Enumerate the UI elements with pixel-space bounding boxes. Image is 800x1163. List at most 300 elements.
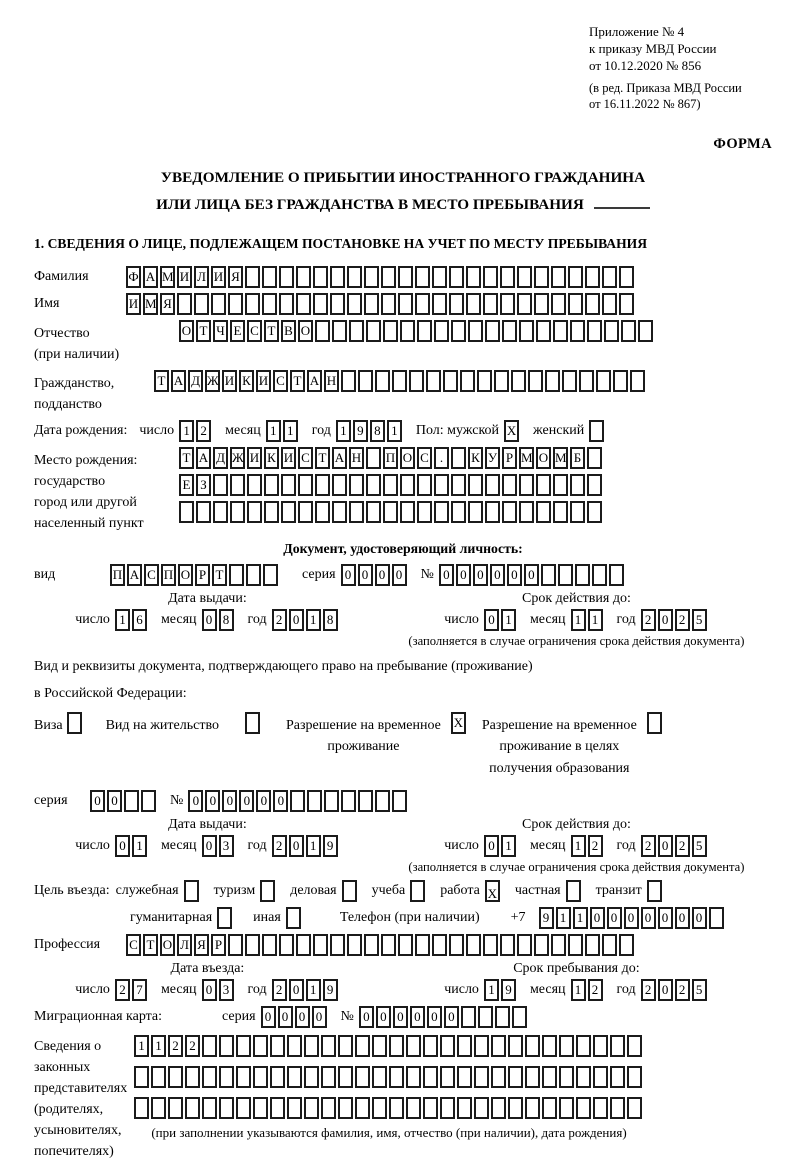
char-box[interactable]: 3 [219,835,234,857]
char-box[interactable] [440,1066,455,1088]
char-box[interactable] [559,1097,574,1119]
char-box[interactable] [347,293,362,315]
char-box[interactable]: 0 [115,835,130,857]
char-box[interactable] [296,266,311,288]
char-box[interactable] [245,934,260,956]
char-box[interactable] [304,1066,319,1088]
char-box[interactable]: П [161,564,176,586]
char-box[interactable] [406,1035,421,1057]
char-box[interactable]: 1 [115,609,130,631]
char-box[interactable] [517,934,532,956]
char-box[interactable]: 1 [588,609,603,631]
char-box[interactable]: И [256,370,271,392]
char-box[interactable]: 8 [323,609,338,631]
char-box[interactable] [324,790,339,812]
char-box[interactable]: 2 [641,835,656,857]
char-box[interactable] [593,1035,608,1057]
char-box[interactable] [372,1035,387,1057]
char-box[interactable]: 2 [641,609,656,631]
char-box[interactable] [508,1066,523,1088]
char-box[interactable]: Н [349,447,364,469]
char-box[interactable] [551,934,566,956]
char-box[interactable]: 0 [473,564,488,586]
char-box[interactable] [281,501,296,523]
char-box[interactable] [495,1006,510,1028]
char-box[interactable] [389,1097,404,1119]
char-box[interactable] [461,1006,476,1028]
char-box[interactable]: 1 [266,420,281,442]
char-box[interactable] [134,1097,149,1119]
char-box[interactable]: 9 [323,979,338,1001]
char-box[interactable] [219,1066,234,1088]
char-box[interactable]: Б [570,447,585,469]
char-box[interactable] [341,370,356,392]
char-box[interactable] [589,420,604,442]
char-box[interactable] [262,266,277,288]
char-box[interactable] [417,320,432,342]
char-box[interactable] [246,564,261,586]
char-box[interactable] [474,1035,489,1057]
char-box[interactable]: 0 [658,907,673,929]
char-box[interactable]: М [160,266,175,288]
char-box[interactable] [491,1097,506,1119]
char-box[interactable] [381,293,396,315]
char-box[interactable] [604,320,619,342]
char-box[interactable]: С [273,370,288,392]
char-box[interactable] [392,790,407,812]
char-box[interactable] [321,1066,336,1088]
char-box[interactable]: М [143,293,158,315]
char-box[interactable]: 1 [556,907,571,929]
char-box[interactable]: 2 [168,1035,183,1057]
char-box[interactable]: 0 [188,790,203,812]
char-box[interactable] [457,1066,472,1088]
char-box[interactable] [460,370,475,392]
char-box[interactable] [478,1006,493,1028]
char-box[interactable]: 1 [151,1035,166,1057]
char-box[interactable]: С [417,447,432,469]
char-box[interactable] [423,1066,438,1088]
char-box[interactable]: Р [211,934,226,956]
char-box[interactable]: 2 [588,835,603,857]
char-box[interactable] [313,266,328,288]
char-box[interactable]: Я [194,934,209,956]
char-box[interactable] [202,1035,217,1057]
char-box[interactable] [398,266,413,288]
char-box[interactable] [355,1066,370,1088]
char-box[interactable] [559,1066,574,1088]
char-box[interactable] [355,1097,370,1119]
char-box[interactable]: Т [179,447,194,469]
char-box[interactable] [500,266,515,288]
char-box[interactable] [432,293,447,315]
char-box[interactable] [508,1035,523,1057]
char-box[interactable] [519,501,534,523]
char-box[interactable] [474,1066,489,1088]
char-box[interactable]: 2 [185,1035,200,1057]
char-box[interactable]: Л [177,934,192,956]
char-box[interactable] [194,293,209,315]
char-box[interactable]: 0 [375,564,390,586]
char-box[interactable] [451,447,466,469]
char-box[interactable] [434,320,449,342]
char-box[interactable]: Т [315,447,330,469]
char-box[interactable] [185,1097,200,1119]
char-box[interactable]: О [179,320,194,342]
char-box[interactable] [451,320,466,342]
char-box[interactable] [502,474,517,496]
char-box[interactable] [141,790,156,812]
char-box[interactable] [381,934,396,956]
char-box[interactable] [185,1066,200,1088]
char-box[interactable] [494,370,509,392]
char-box[interactable] [483,266,498,288]
char-box[interactable] [474,1097,489,1119]
char-box[interactable] [290,790,305,812]
char-box[interactable] [341,790,356,812]
char-box[interactable] [263,564,278,586]
char-box[interactable]: 2 [272,609,287,631]
char-box[interactable]: 0 [202,979,217,1001]
char-box[interactable]: 0 [658,979,673,1001]
char-box[interactable]: И [222,370,237,392]
char-box[interactable]: А [307,370,322,392]
char-box[interactable] [575,564,590,586]
char-box[interactable] [440,1097,455,1119]
char-box[interactable] [307,790,322,812]
char-box[interactable] [184,880,199,902]
char-box[interactable] [468,320,483,342]
char-box[interactable] [211,293,226,315]
char-box[interactable] [587,447,602,469]
char-box[interactable]: 0 [524,564,539,586]
char-box[interactable]: Т [143,934,158,956]
char-box[interactable] [236,1097,251,1119]
char-box[interactable]: Н [324,370,339,392]
char-box[interactable] [219,1035,234,1057]
char-box[interactable] [602,266,617,288]
char-box[interactable] [296,293,311,315]
char-box[interactable]: И [281,447,296,469]
char-box[interactable] [247,501,262,523]
char-box[interactable]: 0 [607,907,622,929]
char-box[interactable]: О [298,320,313,342]
char-box[interactable] [217,907,232,929]
char-box[interactable]: И [177,266,192,288]
char-box[interactable] [451,501,466,523]
char-box[interactable] [491,1066,506,1088]
char-box[interactable]: 8 [219,609,234,631]
char-box[interactable]: 1 [387,420,402,442]
char-box[interactable]: А [332,447,347,469]
char-box[interactable] [262,293,277,315]
char-box[interactable] [134,1066,149,1088]
char-box[interactable]: 0 [410,1006,425,1028]
char-box[interactable] [566,880,581,902]
char-box[interactable]: 2 [641,979,656,1001]
char-box[interactable]: Т [290,370,305,392]
char-box[interactable]: 9 [539,907,554,929]
char-box[interactable] [349,501,364,523]
char-box[interactable] [202,1097,217,1119]
char-box[interactable] [338,1097,353,1119]
char-box[interactable]: 0 [444,1006,459,1028]
char-box[interactable] [67,712,82,734]
char-box[interactable] [417,474,432,496]
char-box[interactable] [406,1066,421,1088]
char-box[interactable] [502,501,517,523]
char-box[interactable]: К [468,447,483,469]
char-box[interactable] [270,1066,285,1088]
char-box[interactable] [177,293,192,315]
char-box[interactable]: 0 [393,1006,408,1028]
char-box[interactable] [593,1066,608,1088]
char-box[interactable]: 0 [295,1006,310,1028]
char-box[interactable] [296,934,311,956]
char-box[interactable]: 5 [692,979,707,1001]
char-box[interactable]: 1 [134,1035,149,1057]
char-box[interactable] [168,1097,183,1119]
char-box[interactable] [423,1035,438,1057]
char-box[interactable]: . [434,447,449,469]
char-box[interactable]: О [400,447,415,469]
char-box[interactable] [264,474,279,496]
char-box[interactable] [536,320,551,342]
char-box[interactable]: Д [213,447,228,469]
char-box[interactable]: 1 [501,835,516,857]
char-box[interactable]: 0 [624,907,639,929]
char-box[interactable]: 2 [588,979,603,1001]
char-box[interactable] [610,1035,625,1057]
char-box[interactable] [228,934,243,956]
char-box[interactable]: 0 [484,835,499,857]
char-box[interactable] [262,934,277,956]
char-box[interactable]: 1 [571,609,586,631]
char-box[interactable]: 5 [692,835,707,857]
char-box[interactable]: 0 [261,1006,276,1028]
char-box[interactable] [202,1066,217,1088]
char-box[interactable] [372,1066,387,1088]
char-box[interactable] [338,1035,353,1057]
char-box[interactable]: Т [154,370,169,392]
char-box[interactable] [298,474,313,496]
char-box[interactable]: С [126,934,141,956]
char-box[interactable] [508,1097,523,1119]
char-box[interactable] [236,1066,251,1088]
char-box[interactable] [315,501,330,523]
char-box[interactable] [279,293,294,315]
char-box[interactable]: 2 [675,609,690,631]
char-box[interactable]: 0 [590,907,605,929]
char-box[interactable] [279,934,294,956]
char-box[interactable] [585,293,600,315]
char-box[interactable]: Я [228,266,243,288]
char-box[interactable]: О [178,564,193,586]
char-box[interactable] [270,1035,285,1057]
char-box[interactable]: 0 [289,835,304,857]
char-box[interactable] [410,880,425,902]
char-box[interactable] [245,712,260,734]
char-box[interactable] [585,266,600,288]
char-box[interactable] [610,1097,625,1119]
char-box[interactable] [434,474,449,496]
char-box[interactable] [383,501,398,523]
char-box[interactable] [383,474,398,496]
char-box[interactable] [528,370,543,392]
char-box[interactable] [434,501,449,523]
char-box[interactable]: 5 [692,609,707,631]
char-box[interactable] [151,1097,166,1119]
char-box[interactable] [525,1066,540,1088]
char-box[interactable] [358,790,373,812]
char-box[interactable]: 0 [90,790,105,812]
char-box[interactable] [466,293,481,315]
char-box[interactable] [415,293,430,315]
char-box[interactable] [517,293,532,315]
char-box[interactable]: Р [195,564,210,586]
char-box[interactable] [619,934,634,956]
char-box[interactable] [245,293,260,315]
char-box[interactable] [375,370,390,392]
char-box[interactable]: 6 [132,609,147,631]
char-box[interactable]: 0 [692,907,707,929]
char-box[interactable] [253,1097,268,1119]
char-box[interactable] [553,474,568,496]
char-box[interactable] [542,1066,557,1088]
char-box[interactable] [230,474,245,496]
char-box[interactable]: Е [179,474,194,496]
char-box[interactable]: Я [160,293,175,315]
char-box[interactable] [449,293,464,315]
char-box[interactable] [338,1066,353,1088]
char-box[interactable]: 1 [571,979,586,1001]
char-box[interactable] [536,501,551,523]
char-box[interactable] [417,501,432,523]
char-box[interactable] [647,880,662,902]
char-box[interactable] [364,293,379,315]
char-box[interactable] [534,293,549,315]
char-box[interactable] [332,320,347,342]
char-box[interactable] [124,790,139,812]
char-box[interactable]: 9 [501,979,516,1001]
char-box[interactable] [627,1066,642,1088]
char-box[interactable]: 0 [278,1006,293,1028]
char-box[interactable] [500,934,515,956]
char-box[interactable] [568,266,583,288]
char-box[interactable]: 1 [306,609,321,631]
char-box[interactable] [551,266,566,288]
char-box[interactable] [245,266,260,288]
char-box[interactable] [389,1035,404,1057]
char-box[interactable]: И [247,447,262,469]
char-box[interactable] [381,266,396,288]
char-box[interactable] [536,474,551,496]
char-box[interactable]: 2 [115,979,130,1001]
char-box[interactable] [287,1035,302,1057]
char-box[interactable]: 0 [507,564,522,586]
char-box[interactable] [525,1097,540,1119]
char-box[interactable]: 1 [571,835,586,857]
char-box[interactable]: 0 [256,790,271,812]
char-box[interactable]: 0 [273,790,288,812]
char-box[interactable] [213,501,228,523]
char-box[interactable] [270,1097,285,1119]
char-box[interactable]: 0 [456,564,471,586]
char-box[interactable] [364,266,379,288]
char-box[interactable] [541,564,556,586]
char-box[interactable]: А [196,447,211,469]
char-box[interactable]: 9 [353,420,368,442]
char-box[interactable] [602,293,617,315]
char-box[interactable]: В [281,320,296,342]
char-box[interactable] [553,501,568,523]
char-box[interactable]: 0 [289,979,304,1001]
char-box[interactable] [562,370,577,392]
char-box[interactable]: У [485,447,500,469]
char-box[interactable]: 0 [490,564,505,586]
char-box[interactable]: О [160,934,175,956]
char-box[interactable] [576,1066,591,1088]
char-box[interactable] [587,501,602,523]
char-box[interactable] [500,293,515,315]
char-box[interactable]: К [239,370,254,392]
char-box[interactable] [457,1097,472,1119]
char-box[interactable]: 1 [501,609,516,631]
char-box[interactable] [406,1097,421,1119]
char-box[interactable] [409,370,424,392]
char-box[interactable]: И [211,266,226,288]
char-box[interactable] [304,1035,319,1057]
char-box[interactable] [332,501,347,523]
char-box[interactable]: 1 [179,420,194,442]
char-box[interactable] [525,1035,540,1057]
char-box[interactable] [315,474,330,496]
char-box[interactable] [375,790,390,812]
char-box[interactable]: 8 [370,420,385,442]
char-box[interactable] [491,1035,506,1057]
char-box[interactable] [342,880,357,902]
char-box[interactable] [483,293,498,315]
char-box[interactable] [449,266,464,288]
char-box[interactable] [253,1035,268,1057]
char-box[interactable] [432,266,447,288]
char-box[interactable] [553,320,568,342]
char-box[interactable]: 0 [239,790,254,812]
char-box[interactable] [330,934,345,956]
char-box[interactable] [551,293,566,315]
char-box[interactable] [196,501,211,523]
char-box[interactable] [559,1035,574,1057]
char-box[interactable]: П [383,447,398,469]
char-box[interactable] [647,712,662,734]
char-box[interactable] [568,293,583,315]
char-box[interactable] [347,266,362,288]
char-box[interactable] [228,293,243,315]
char-box[interactable]: 0 [675,907,690,929]
char-box[interactable] [579,370,594,392]
char-box[interactable] [330,266,345,288]
char-box[interactable] [349,320,364,342]
char-box[interactable] [230,501,245,523]
char-box[interactable]: С [247,320,262,342]
char-box[interactable] [485,320,500,342]
char-box[interactable]: А [171,370,186,392]
char-box[interactable] [315,320,330,342]
char-box[interactable] [366,474,381,496]
char-box[interactable] [383,320,398,342]
char-box[interactable] [372,1097,387,1119]
char-box[interactable] [366,501,381,523]
